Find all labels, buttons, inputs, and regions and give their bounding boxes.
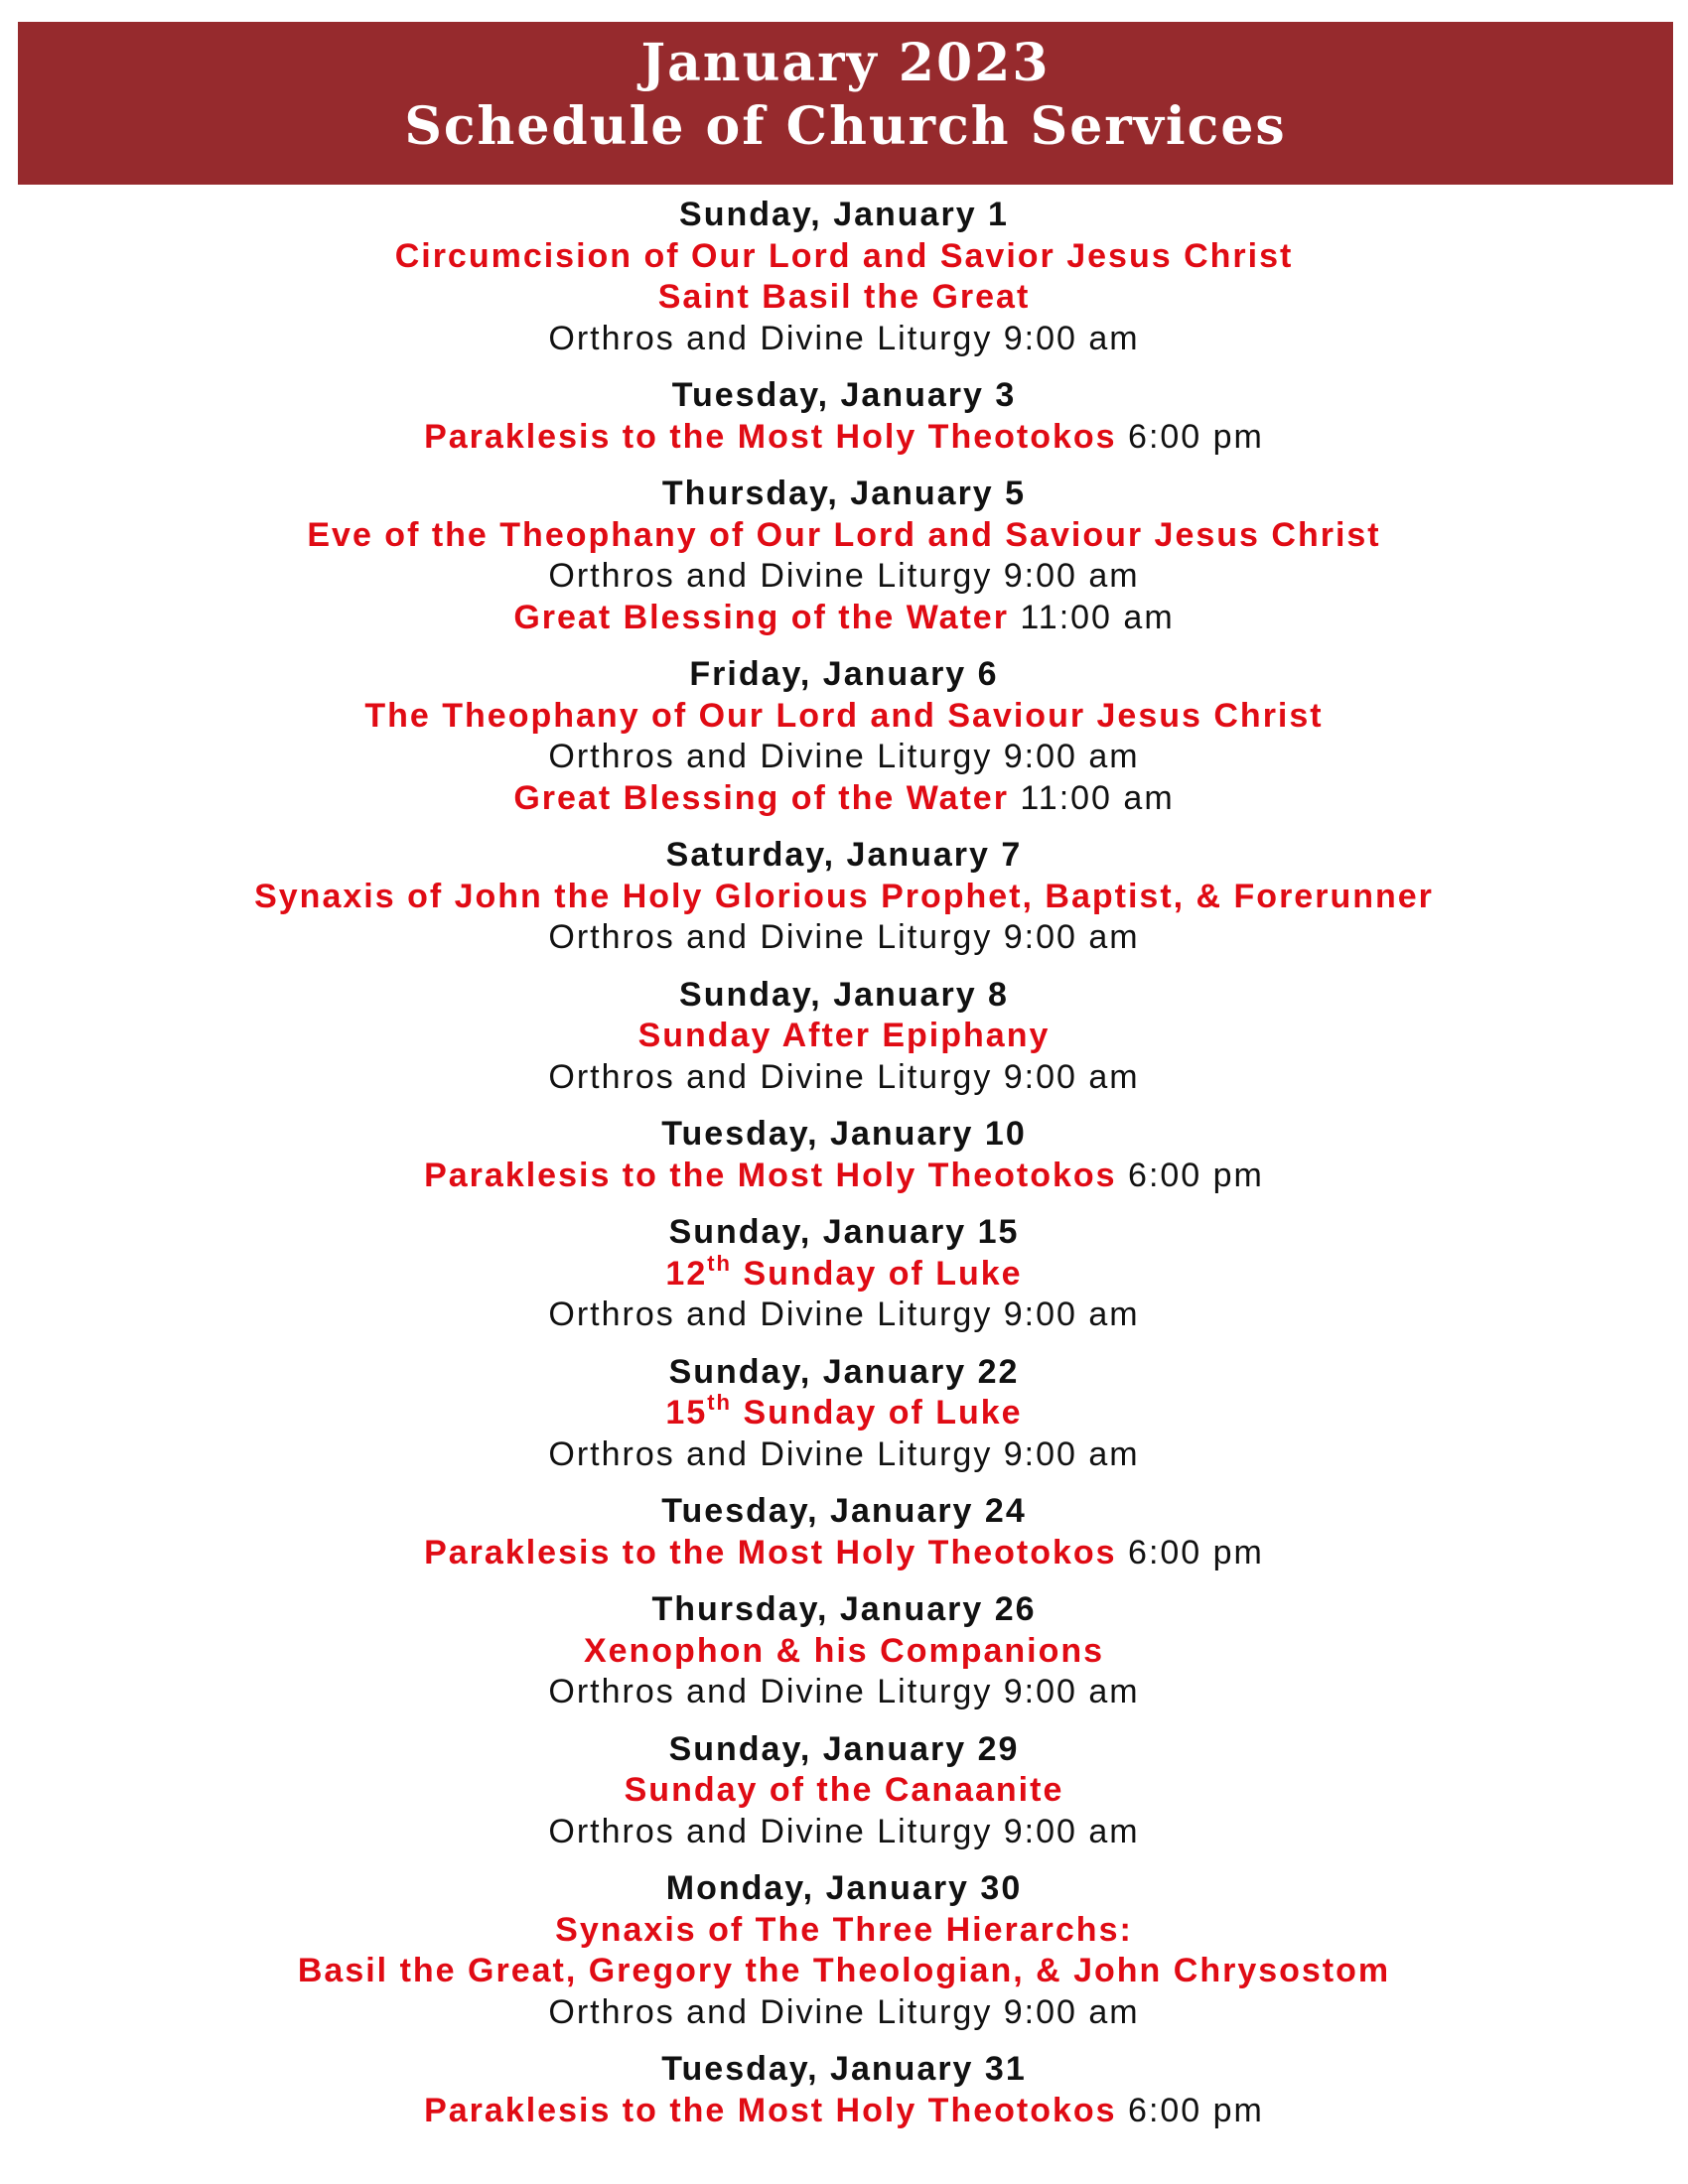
event-jan-29 xyxy=(0,1729,1688,1853)
event-service: Orthros and Divine Liturgy 9:00 am xyxy=(548,1057,1140,1096)
event-service: Orthros and Divine Liturgy 9:00 am xyxy=(548,319,1140,357)
event-feast: Eve of the Theophany of Our Lord and Saviour Jesus Christ xyxy=(307,515,1381,554)
feast-ordinal-number: 12 xyxy=(665,1254,708,1293)
event-time: 6:00 pm xyxy=(1128,1156,1264,1194)
event-feast-secondary: Saint Basil the Great xyxy=(657,278,1031,316)
event-jan-8 xyxy=(0,975,1688,1099)
event-service: Orthros and Divine Liturgy 9:00 am xyxy=(548,1673,1140,1710)
event-service: Orthros and Divine Liturgy 9:00 am xyxy=(548,557,1140,595)
feast-ordinal-suffix: th xyxy=(707,1250,732,1276)
event-date: Saturday, January 7 xyxy=(665,836,1023,874)
event-jan-6 xyxy=(0,654,1688,819)
event-service: Orthros and Divine Liturgy 9:00 am xyxy=(548,1812,1140,1850)
event-time: 6:00 pm xyxy=(1128,417,1264,456)
event-feast xyxy=(0,1390,1688,1434)
event-jan-3 xyxy=(0,375,1688,458)
event-jan-5 xyxy=(0,474,1688,638)
event-feast: Xenophon & his Companions xyxy=(583,1631,1105,1670)
feast-ordinal-number: 15 xyxy=(665,1394,708,1432)
event-time: 6:00 pm xyxy=(1128,2091,1264,2129)
event-date: Sunday, January 29 xyxy=(668,1729,1020,1768)
event-time: 11:00 am xyxy=(1020,778,1175,817)
event-red-service: Paraklesis to the Most Holy Theotokos xyxy=(424,1156,1117,1194)
event-service: Orthros and Divine Liturgy 9:00 am xyxy=(548,738,1140,775)
header-title-month: January 2023 xyxy=(640,33,1051,93)
event-jan-10 xyxy=(0,1114,1688,1196)
event-feast: Synaxis of John the Holy Glorious Prophet, Baptist, & Forerunner xyxy=(254,877,1434,915)
event-date: Monday, January 30 xyxy=(665,1869,1023,1907)
event-service-line xyxy=(0,598,1688,639)
event-red-service: Great Blessing of the Water xyxy=(513,778,1009,817)
event-service-line xyxy=(0,417,1688,459)
schedule-list xyxy=(0,195,1688,2147)
event-service-line xyxy=(0,1156,1688,1197)
event-jan-31 xyxy=(0,2049,1688,2131)
event-jan-1 xyxy=(0,195,1688,359)
event-date: Sunday, January 1 xyxy=(679,196,1009,233)
event-date: Thursday, January 26 xyxy=(651,1590,1037,1628)
event-date: Friday, January 6 xyxy=(689,655,999,693)
event-feast: Circumcision of Our Lord and Savior Jesus Christ xyxy=(394,236,1294,275)
event-service-line xyxy=(0,1533,1688,1574)
event-jan-24 xyxy=(0,1491,1688,1573)
header-title-schedule: Schedule of Church Services xyxy=(404,96,1287,157)
event-jan-22 xyxy=(0,1352,1688,1476)
event-date: Sunday, January 15 xyxy=(668,1213,1020,1251)
event-feast: Sunday of the Canaanite xyxy=(624,1771,1064,1809)
event-service: Orthros and Divine Liturgy 9:00 am xyxy=(548,1296,1140,1333)
event-date: Tuesday, January 3 xyxy=(671,376,1017,414)
event-jan-26 xyxy=(0,1589,1688,1713)
event-red-service: Great Blessing of the Water xyxy=(513,598,1009,636)
event-red-service: Paraklesis to the Most Holy Theotokos xyxy=(424,417,1117,456)
event-date: Thursday, January 5 xyxy=(661,475,1027,512)
event-time: 6:00 pm xyxy=(1128,1533,1264,1571)
event-date: Sunday, January 22 xyxy=(668,1352,1020,1391)
event-red-service: Paraklesis to the Most Holy Theotokos xyxy=(424,1533,1117,1571)
event-jan-30 xyxy=(0,1868,1688,2033)
feast-ordinal-suffix: th xyxy=(707,1390,732,1415)
event-date: Sunday, January 8 xyxy=(679,975,1009,1014)
event-feast: Sunday After Epiphany xyxy=(637,1017,1051,1054)
event-service: Orthros and Divine Liturgy 9:00 am xyxy=(548,1434,1140,1473)
event-feast: The Theophany of Our Lord and Saviour Jesus Christ xyxy=(364,696,1324,735)
feast-name: Sunday of Luke xyxy=(732,1254,1023,1293)
event-service-line xyxy=(0,778,1688,820)
event-date: Tuesday, January 31 xyxy=(661,2050,1027,2088)
feast-name: Sunday of Luke xyxy=(732,1394,1023,1432)
event-date: Tuesday, January 10 xyxy=(661,1115,1027,1153)
event-service: Orthros and Divine Liturgy 9:00 am xyxy=(548,1992,1140,2031)
event-service-line xyxy=(0,2091,1688,2132)
event-jan-7 xyxy=(0,835,1688,959)
event-jan-15 xyxy=(0,1212,1688,1336)
event-feast-secondary: Basil the Great, Gregory the Theologian, & John Chrysostom xyxy=(297,1952,1391,1989)
schedule-header xyxy=(18,22,1673,185)
event-red-service: Paraklesis to the Most Holy Theotokos xyxy=(424,2091,1117,2129)
event-service: Orthros and Divine Liturgy 9:00 am xyxy=(548,918,1140,956)
event-feast xyxy=(0,1250,1688,1296)
event-date: Tuesday, January 24 xyxy=(661,1492,1027,1530)
event-time: 11:00 am xyxy=(1020,598,1175,636)
event-feast: Synaxis of The Three Hierarchs: xyxy=(555,1910,1133,1949)
